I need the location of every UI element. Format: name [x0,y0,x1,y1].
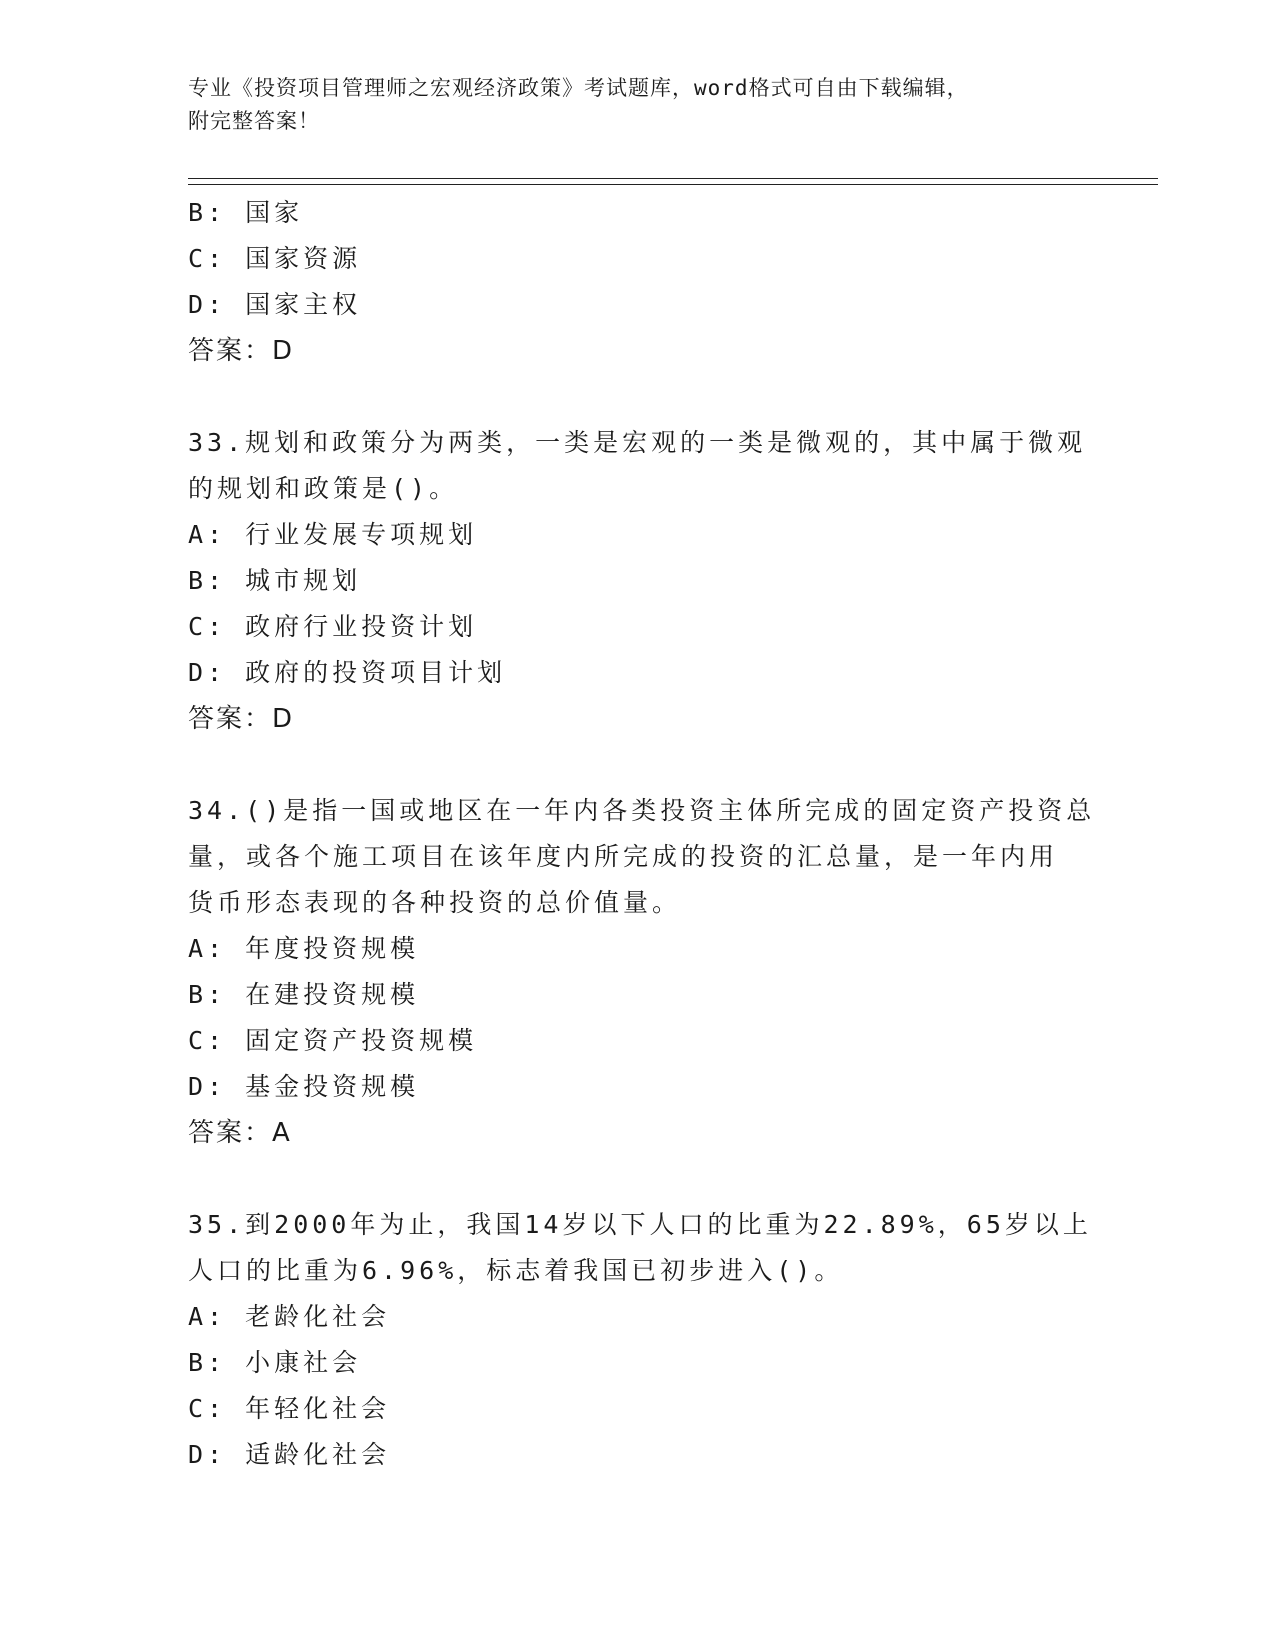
option-d: D: 政府的投资项目计划 [188,658,507,687]
question-text: 35.到2000年为止，我国14岁以下人口的比重为22.89%，65岁以上 [188,1210,1092,1239]
header-divider [188,178,1158,185]
option-b: B: 城市规划 [188,566,362,595]
spacer [188,1156,1088,1202]
option-b: B: 小康社会 [188,1348,362,1377]
question-text: 货币形态表现的各种投资的总价值量。 [188,888,682,917]
answer: 答案：D [188,336,295,366]
option-a: A: 年度投资规模 [188,934,420,963]
option-c: C: 政府行业投资计划 [188,612,478,641]
header-line-2: 附完整答案！ [188,109,320,133]
document-header [188,72,1088,138]
question-text: 34.()是指一国或地区在一年内各类投资主体所完成的固定资产投资总 [188,796,1096,825]
option-c: C: 固定资产投资规模 [188,1026,478,1055]
option-d: D: 适龄化社会 [188,1440,391,1469]
option-d: D: 基金投资规模 [188,1072,420,1101]
question-text: 人口的比重为6.96%，标志着我国已初步进入()。 [188,1256,844,1285]
question-list [188,190,1096,1478]
option-c: C: 年轻化社会 [188,1394,391,1423]
question-block-33 [188,420,1088,742]
question-block-34 [188,788,1096,1156]
option-c: C: 国家资源 [188,244,362,273]
option-d: D: 国家主权 [188,290,362,319]
answer: 答案：A [188,1118,292,1148]
header-line-1: 专业《投资项目管理师之宏观经济政策》考试题库，word格式可自由下载编辑， [188,76,969,100]
question-block-35 [188,1202,1092,1478]
spacer [188,742,1088,788]
option-a: A: 老龄化社会 [188,1302,391,1331]
question-text: 33.规划和政策分为两类，一类是宏观的一类是微观的，其中属于微观 [188,428,1087,457]
question-text: 的规划和政策是()。 [188,474,459,503]
option-a: A: 行业发展专项规划 [188,520,478,549]
question-block-prev [188,190,1088,374]
option-b: B: 国家 [188,198,304,227]
option-b: B: 在建投资规模 [188,980,420,1009]
question-text: 量，或各个施工项目在该年度内所完成的投资的汇总量，是一年内用 [188,842,1059,871]
spacer [188,374,1088,420]
answer: 答案：D [188,704,295,734]
